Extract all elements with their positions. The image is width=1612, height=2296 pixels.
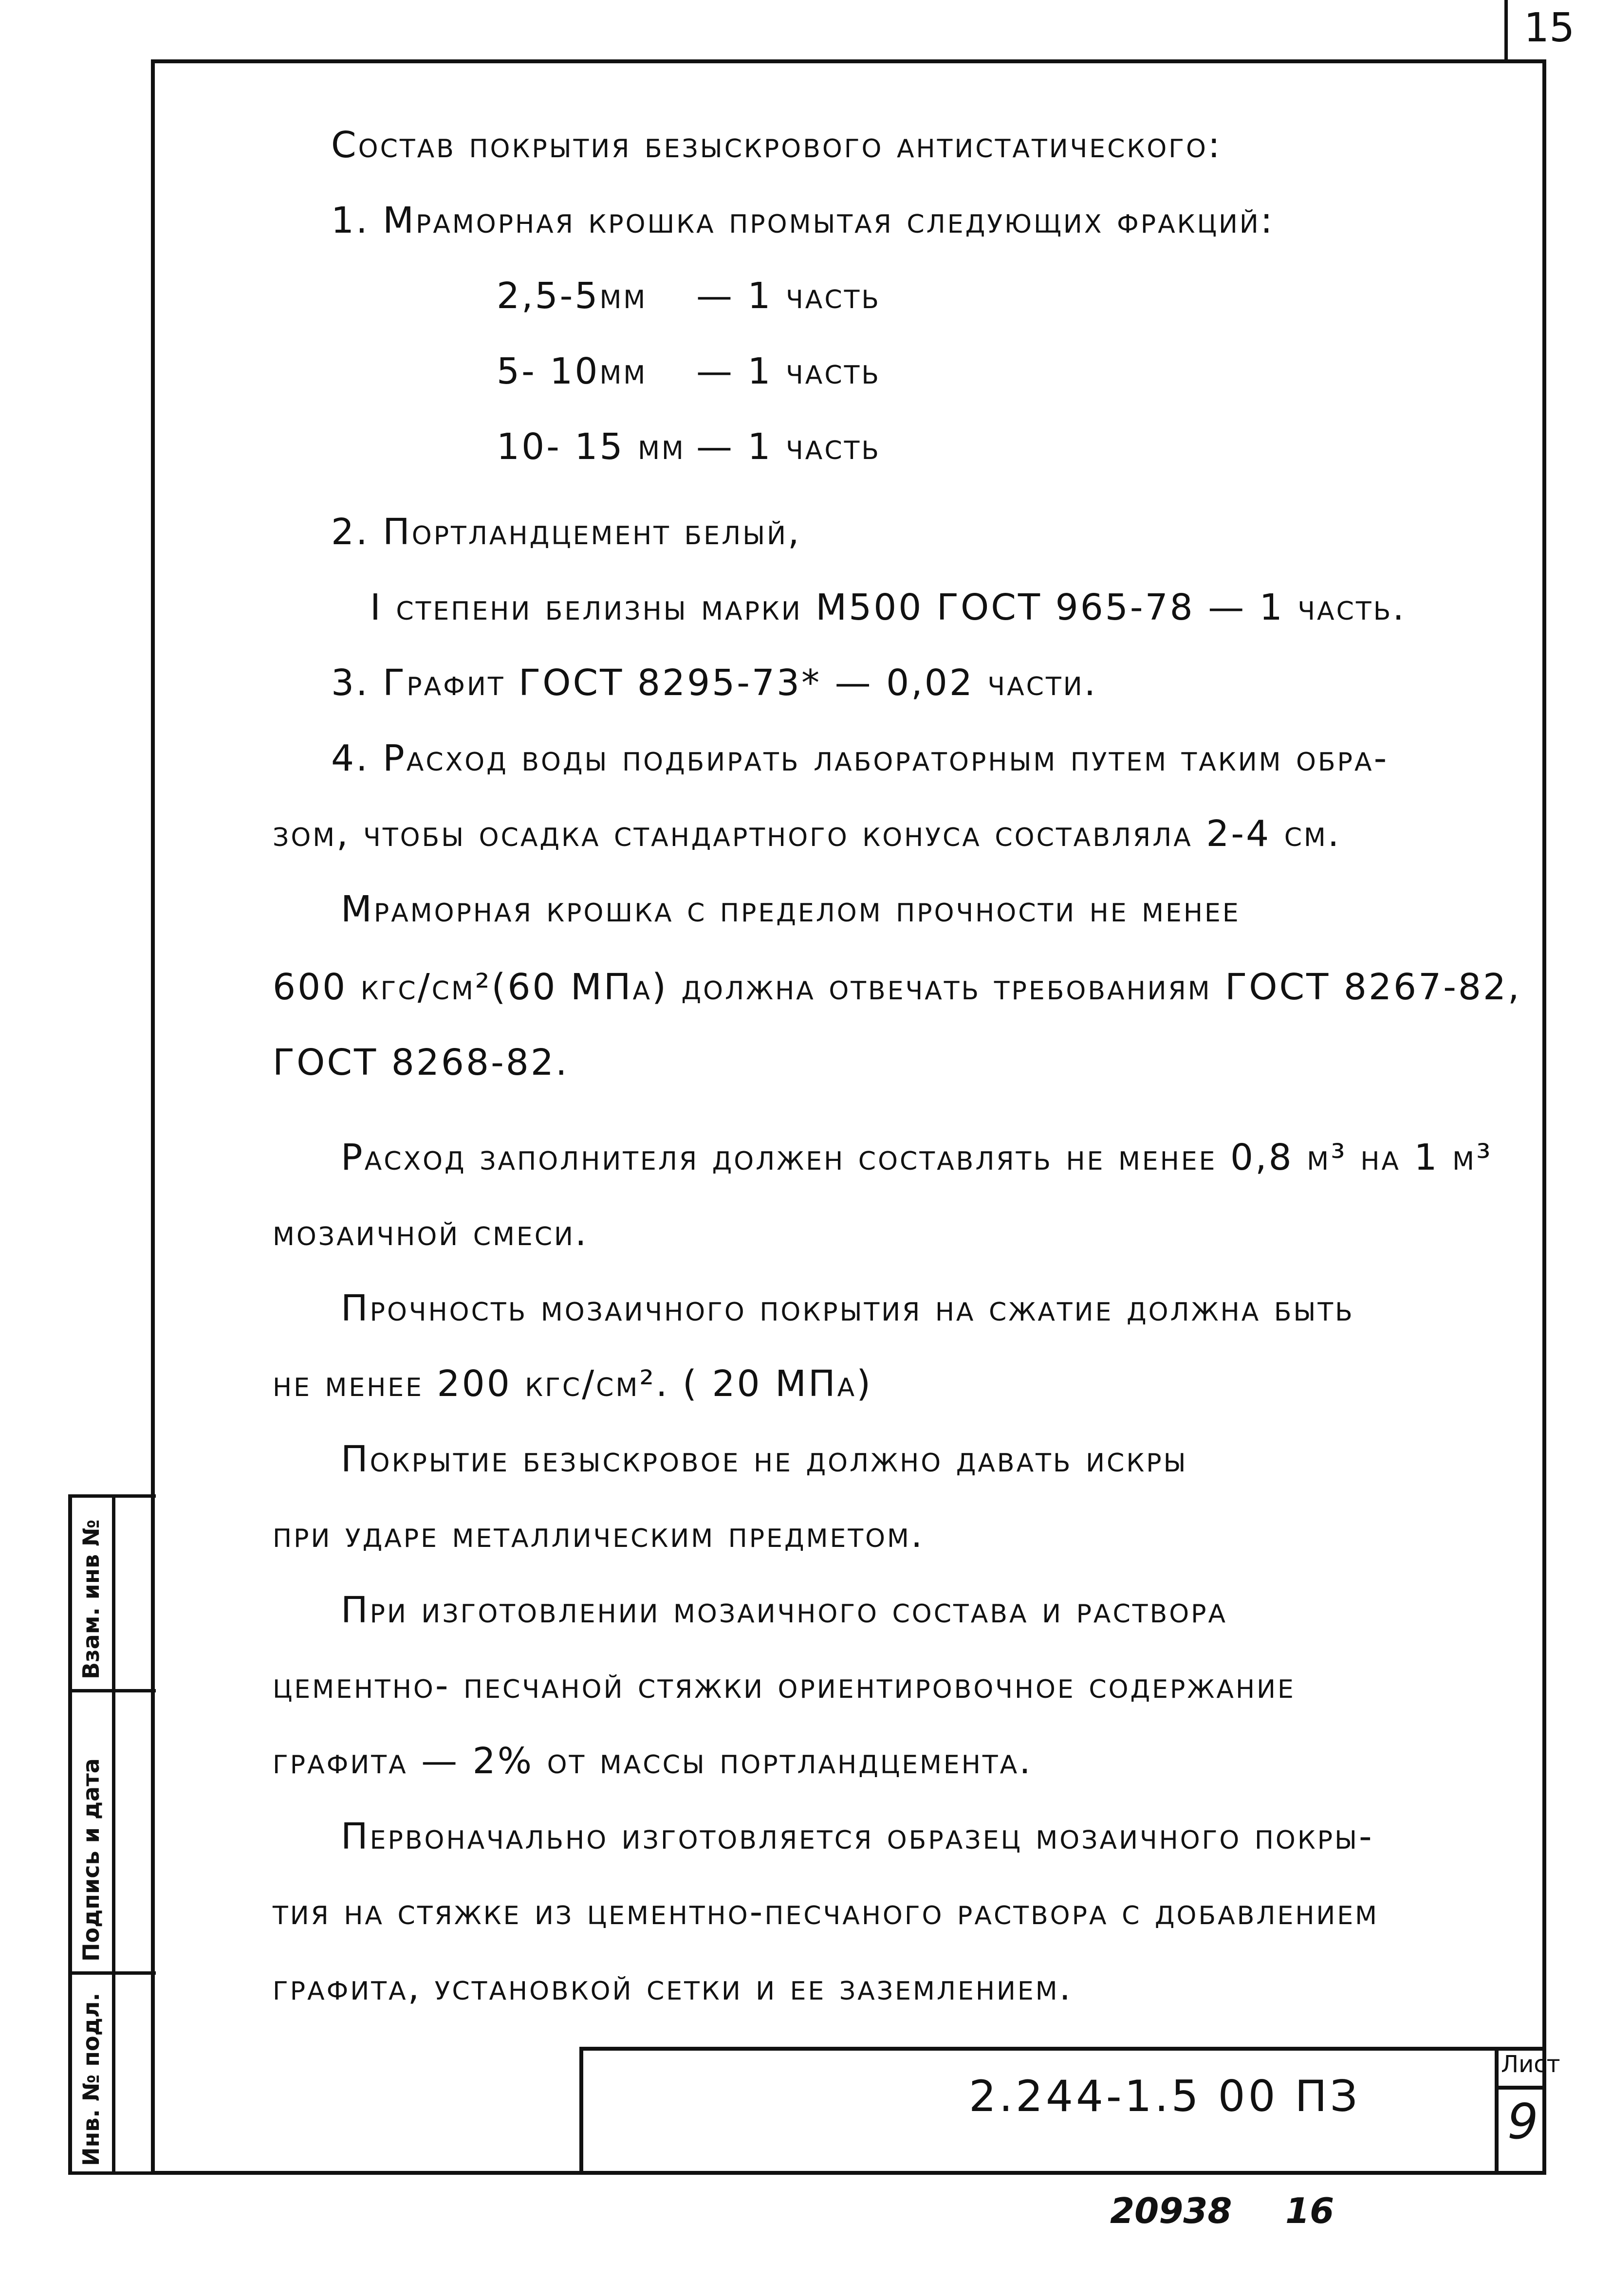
para-5-line-2: цементно- песчаной стяжки ориентировочное содержание: [273, 1665, 1296, 1707]
para-3-line-1: Прочность мозаичного покрытия на сжатие должна быть: [341, 1287, 1354, 1329]
fraction-2-size: 5- 10мм: [497, 350, 648, 392]
item-1: 1. Мраморная крошка промытая следующих фракций:: [331, 200, 1275, 241]
fraction-3-size: 10- 15 мм: [497, 426, 686, 468]
document-code: 2.244-1.5 00 ПЗ: [969, 2071, 1361, 2121]
para-5-line-1: При изготовлении мозаичного состава и раствора: [341, 1589, 1228, 1631]
item-2-line-1: 2. Портландцемент белый,: [331, 511, 801, 553]
side-label-inv: Инв. № подл.: [78, 1993, 104, 2166]
top-page-number: 15: [1524, 5, 1575, 51]
fraction-2-part: — 1 часть: [696, 350, 881, 392]
fraction-1-size: 2,5-5мм: [497, 275, 648, 317]
para-4-line-2: при ударе металлическим предметом.: [273, 1514, 925, 1556]
para-2-line-2: мозаичной смеси.: [273, 1212, 589, 1254]
para-1-line-2: 600 кгс/см²(60 МПа) должна отвечать требованиям ГОСТ 8267-82,: [273, 966, 1521, 1008]
sheet-cell-separator: [1495, 2086, 1546, 2090]
item-2-line-2: I степени белизны марки М500 ГОСТ 965-78 — 1 часть.: [370, 587, 1406, 628]
footer-page-number: 16: [1285, 2190, 1334, 2231]
sheet-number: 9: [1507, 2093, 1538, 2150]
side-label-vzam: Взам. инв №: [78, 1519, 104, 1679]
item-4-line-1: 4. Расход воды подбирать лабораторным путем таким обра-: [331, 737, 1389, 779]
fraction-3-part: — 1 часть: [696, 426, 881, 468]
para-1-line-1: Мраморная крошка с пределом прочности не менее: [341, 888, 1241, 930]
para-6-line-1: Первоначально изготовляется образец мозаичного покры-: [341, 1816, 1374, 1857]
top-corner-line: [1504, 0, 1508, 59]
para-4-line-1: Покрытие безыскровое не должно давать искры: [341, 1438, 1188, 1480]
footer-archive-number: 20938: [1110, 2190, 1232, 2231]
para-6-line-3: графита, установкой сетки и ее заземлением.: [273, 1966, 1073, 2008]
para-3-line-2: не менее 200 кгс/см². ( 20 МПа): [273, 1363, 873, 1405]
para-6-line-2: тия на стяжке из цементно-песчаного раствора с добавлением: [273, 1891, 1379, 1933]
side-label-podpis: Подпись и дата: [78, 1758, 104, 1962]
fraction-1-part: — 1 часть: [696, 275, 881, 317]
sheet-label: Лист: [1501, 2051, 1560, 2078]
para-1-line-3: ГОСТ 8268-82.: [273, 1042, 569, 1084]
item-4-line-2: зом, чтобы осадка стандартного конуса составляла 2-4 см.: [273, 813, 1341, 855]
heading: Состав покрытия безыскрового антистатического:: [331, 124, 1222, 166]
item-3: 3. Графит ГОСТ 8295-73* — 0,02 части.: [331, 662, 1098, 704]
para-5-line-3: графита — 2% от массы портландцемента.: [273, 1740, 1033, 1782]
para-2-line-1: Расход заполнителя должен составлять не менее 0,8 м³ на 1 м³: [341, 1137, 1493, 1178]
